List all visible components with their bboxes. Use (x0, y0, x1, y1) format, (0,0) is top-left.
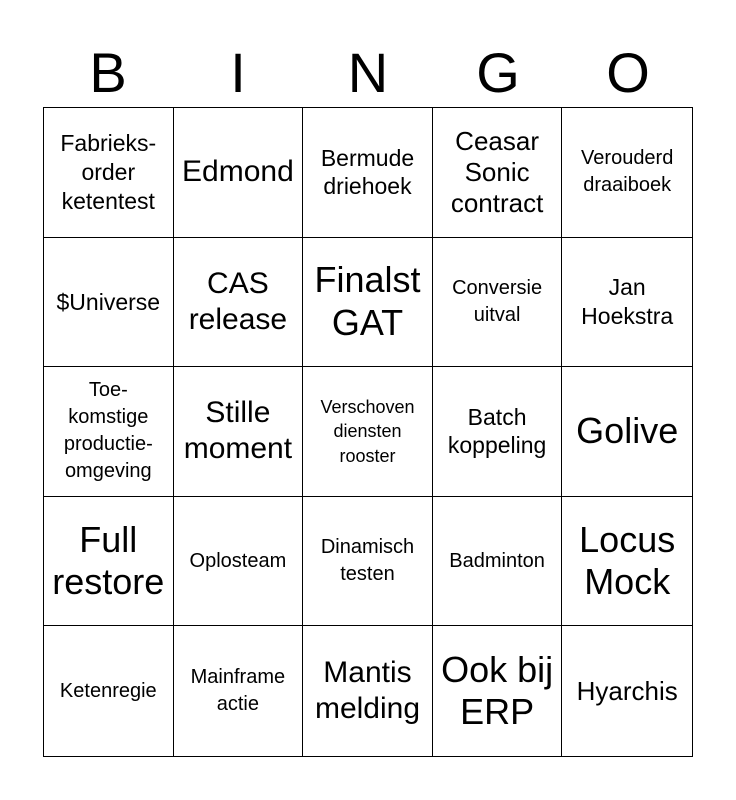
cell-text: CAS release (188, 266, 288, 336)
bingo-cell[interactable] (44, 626, 174, 756)
bingo-cell[interactable] (562, 497, 692, 627)
bingo-cell[interactable] (44, 238, 174, 368)
cell-text: Bermude driehoek (320, 144, 415, 200)
cell-text: Dinamisch testen (320, 536, 415, 586)
bingo-cell[interactable] (174, 367, 304, 497)
bingo-cell[interactable] (303, 238, 433, 368)
bingo-cell[interactable] (303, 497, 433, 627)
cell-text: Edmond (182, 155, 294, 189)
bingo-cell[interactable] (303, 626, 433, 756)
bingo-cell[interactable] (433, 238, 563, 368)
cell-text: Toe- komstige productie- omgeving (63, 379, 153, 483)
bingo-cell[interactable] (44, 497, 174, 627)
bingo-cell[interactable] (174, 497, 304, 627)
cell-text: Ook bij ERP (441, 648, 554, 733)
bingo-cell[interactable] (44, 367, 174, 497)
cell-text: Conversie uitval (452, 276, 543, 326)
cell-text: Golive (576, 410, 679, 452)
cell-text: Finalst GAT (314, 259, 421, 343)
cell-text: Oplosteam (189, 549, 287, 572)
cell-text: Fabrieks- order ketentest (60, 130, 157, 214)
bingo-cell[interactable] (562, 238, 692, 368)
header-letter-i: I (230, 41, 246, 104)
bingo-cell[interactable] (174, 108, 304, 238)
cell-text: Hyarchis (576, 675, 678, 706)
bingo-card (43, 107, 693, 757)
cell-text: Locus Mock (579, 518, 676, 603)
bingo-cell[interactable] (433, 367, 563, 497)
cell-text: Verouderd draaiboek (581, 147, 674, 197)
header-letter-g: G (476, 41, 520, 104)
cell-text: $Universe (56, 288, 161, 315)
bingo-cell[interactable] (562, 367, 692, 497)
bingo-cell[interactable] (562, 626, 692, 756)
bingo-cell[interactable] (562, 108, 692, 238)
bingo-cell[interactable] (44, 108, 174, 238)
bingo-cell[interactable] (433, 108, 563, 238)
bingo-cell[interactable] (433, 626, 563, 756)
cell-text: Mainframe actie (190, 666, 286, 716)
bingo-cell[interactable] (303, 108, 433, 238)
header-letter-o: O (606, 41, 650, 104)
cell-text: Ketenregie (59, 679, 157, 702)
cell-text: Jan Hoekstra (581, 274, 674, 329)
header-letter-b: B (89, 41, 127, 104)
bingo-cell[interactable] (174, 238, 304, 368)
cell-text: Verschoven diensten rooster (320, 397, 415, 466)
bingo-header (43, 40, 693, 106)
bingo-cell[interactable] (433, 497, 563, 627)
cell-text: Full restore (52, 518, 165, 603)
bingo-cell[interactable] (303, 367, 433, 497)
bingo-cell[interactable] (174, 626, 304, 756)
cell-text: Ceasar Sonic contract (450, 125, 544, 218)
header-letter-n: N (347, 41, 389, 104)
cell-text: Badminton (449, 549, 545, 572)
cell-text: Stille moment (183, 396, 293, 466)
cell-text: Mantis melding (314, 656, 421, 726)
cell-text: Batch koppeling (447, 403, 547, 459)
